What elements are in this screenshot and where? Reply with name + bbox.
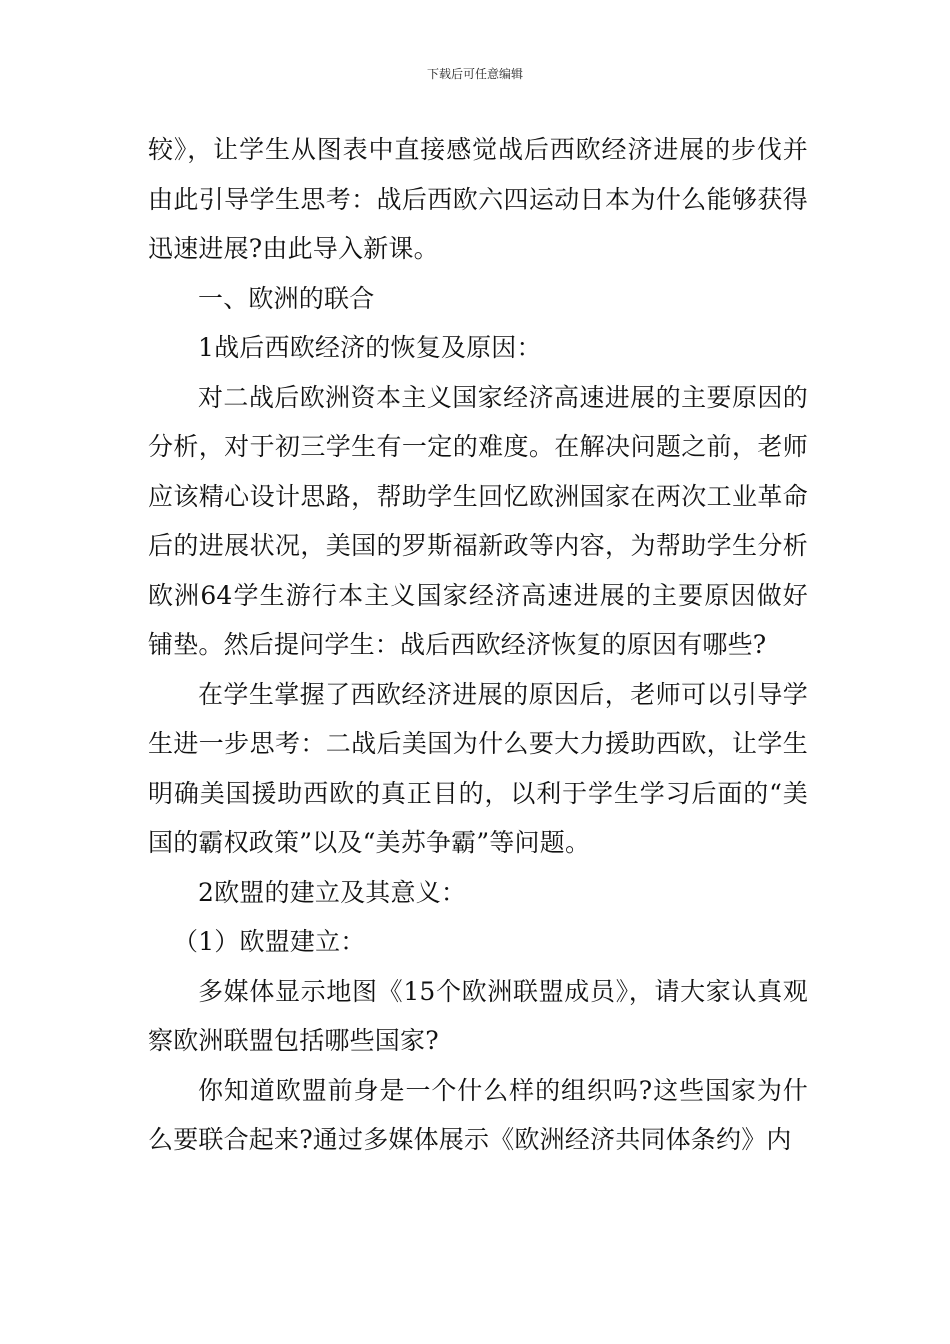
document-body [148, 125, 808, 1165]
paragraph-us-aid: 在学生掌握了西欧经济进展的原因后，老师可以引导学生进一步思考：二战后美国为什么要大力援助西欧，让学生明确美国援助西欧的真正目的，以利于学生学习后面的“美国的霸权政策”以及“美苏争霸”等问题。 [148, 679, 808, 857]
subheading-eu-establishment: 2欧盟的建立及其意义： [198, 877, 467, 907]
paragraph-predecessor: 你知道欧盟前身是一个什么样的组织吗?这些国家为什么要联合起来?通过多媒体展示《欧洲经济共同体条约》内 [148, 1075, 808, 1154]
paragraph-map: 多媒体显示地图《15个欧洲联盟成员》，请大家认真观察欧洲联盟包括哪些国家? [148, 976, 808, 1055]
subheading-recovery: 1战后西欧经济的恢复及原因： [198, 333, 542, 362]
paragraph-continuation: 较》，让学生从图表中直接感觉战后西欧经济进展的步伐并由此引导学生思考：战后西欧六四运动日本为什么能够获得迅速进展?由此导入新课。 [148, 135, 808, 263]
section-heading-europe-union: 一、欧洲的联合 [198, 283, 375, 313]
page-header: 下载后可任意编辑 [426, 67, 523, 81]
paragraph-analysis: 对二战后欧洲资本主义国家经济高速进展的主要原因的分析，对于初三学生有一定的难度。在解决问题之前，老师应该精心设计思路，帮助学生回忆欧洲国家在两次工业革命后的进展状况，美国的罗斯福新政等内容，为帮助学生分析欧洲64学生游行本主义国家经济高速进展的主要原因做好铺垫。然后提问学生：战后西欧经济恢复的原因有哪些? [148, 382, 808, 659]
subheading-eu-founded: （1）欧盟建立： [173, 927, 366, 956]
